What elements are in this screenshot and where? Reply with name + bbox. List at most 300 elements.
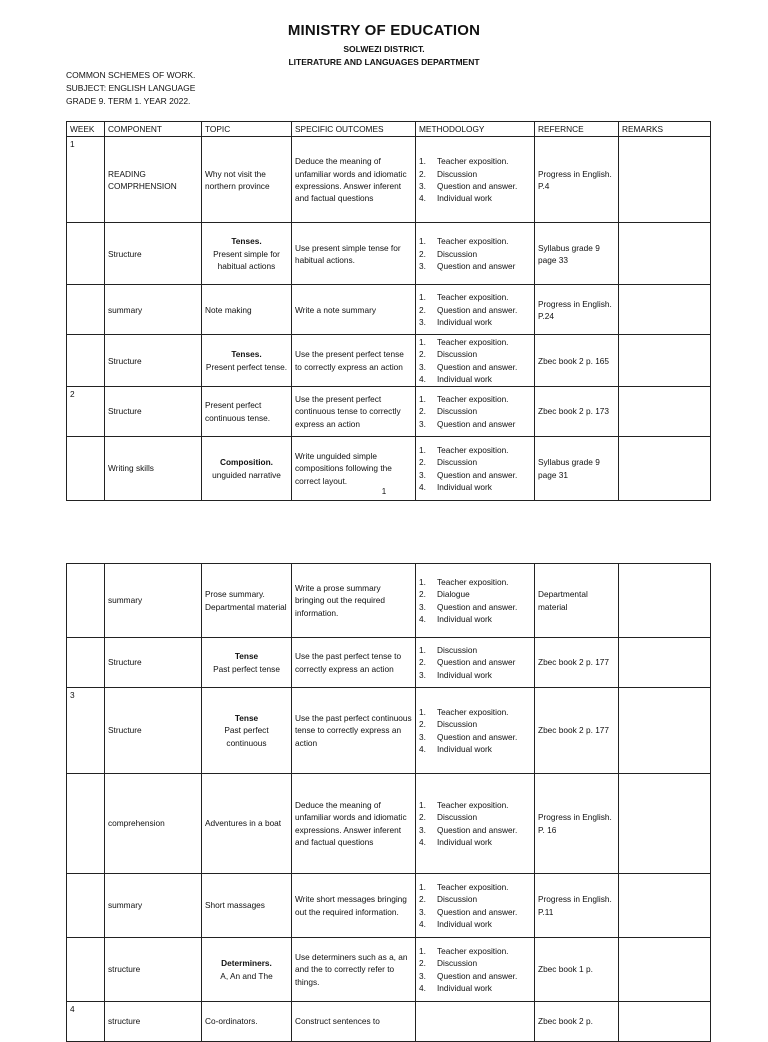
topic-text: Note making [205, 304, 252, 315]
methodology-text: Individual work [437, 192, 492, 203]
methodology-item [419, 811, 531, 823]
reference-text: Zbec book 1 p. [538, 964, 593, 975]
outcome-cell [292, 774, 416, 874]
week-cell [67, 1002, 105, 1042]
methodology-text: Discussion [437, 406, 478, 417]
subject-line: SUBJECT: ENGLISH LANGUAGE [66, 83, 196, 93]
topic-text: unguided narrative [212, 469, 281, 480]
topic-cell [202, 223, 292, 285]
outcome-cell [292, 335, 416, 387]
reference-cell [535, 638, 619, 688]
outcome-text: Write short messages bringing out the required information. [295, 894, 407, 917]
reference-cell [535, 285, 619, 335]
methodology-text: Discussion [437, 349, 478, 360]
topic-cell [202, 688, 292, 774]
reference-cell [535, 223, 619, 285]
methodology-text: Discussion [437, 719, 478, 730]
outcome-text: Write unguided simple compositions following the correct layout. [295, 451, 392, 486]
week-cell [67, 774, 105, 874]
remarks-cell [619, 938, 711, 1002]
topic-cell [202, 285, 292, 335]
methodology-item [419, 718, 531, 730]
outcome-text: Construct sentences to [295, 1016, 380, 1027]
list-number: 1. [419, 882, 426, 893]
methodology-text: Question and answer. [437, 304, 518, 315]
methodology-text: Individual work [437, 613, 492, 624]
topic-text: Short massages [205, 900, 265, 911]
list-number: 4. [419, 373, 426, 384]
reference-cell [535, 874, 619, 938]
methodology-text: Individual work [437, 373, 492, 384]
reference-text: Zbec book 2 p. 177 [538, 657, 610, 668]
methodology-text: Discussion [437, 645, 478, 656]
list-number: 4. [419, 613, 426, 624]
methodology-item [419, 248, 531, 260]
week-cell [67, 938, 105, 1002]
methodology-item [419, 656, 531, 668]
outcome-text: Use the past perfect continuous tense to correctly express an action [295, 713, 412, 748]
table-row [67, 688, 711, 774]
list-number: 3. [419, 180, 426, 191]
reference-cell [535, 1002, 619, 1042]
list-number: 4. [419, 836, 426, 847]
methodology-text: Discussion [437, 248, 478, 259]
component-text: comprehension [108, 818, 165, 829]
methodology-item [419, 180, 531, 192]
list-number: 2. [419, 168, 426, 179]
methodology-text: Teacher exposition. [437, 394, 509, 405]
methodology-text: Question and answer. [437, 824, 518, 835]
list-number: 3. [419, 316, 426, 327]
list-number: 2. [419, 349, 426, 360]
outcome-cell [292, 874, 416, 938]
methodology-item [419, 444, 531, 456]
methodology-list [419, 576, 531, 625]
list-number: 2. [419, 894, 426, 905]
methodology-cell [416, 223, 535, 285]
methodology-item [419, 393, 531, 405]
list-number: 3. [419, 260, 426, 271]
component-text: structure [108, 1016, 141, 1027]
list-number: 4. [419, 743, 426, 754]
methodology-text: Teacher exposition. [437, 445, 509, 456]
week-number: 1 [70, 139, 75, 150]
component-cell [105, 137, 202, 223]
week-cell [67, 688, 105, 774]
list-number: 2. [419, 719, 426, 730]
list-number: 1. [419, 236, 426, 247]
methodology-item [419, 405, 531, 417]
reference-text: Progress in English. P.24 [538, 298, 612, 321]
reference-text: Syllabus grade 9 page 33 [538, 242, 600, 265]
topic-cell [202, 335, 292, 387]
methodology-list [419, 291, 531, 328]
methodology-item [419, 613, 531, 625]
component-text: Structure [108, 657, 142, 668]
methodology-cell [416, 335, 535, 387]
methodology-text: Discussion [437, 457, 478, 468]
methodology-item [419, 824, 531, 836]
methodology-text: Dialogue [437, 589, 470, 600]
topic-text: Adventures in a boat [205, 818, 282, 829]
list-number: 1. [419, 337, 426, 348]
methodology-item [419, 644, 531, 656]
table-row [67, 223, 711, 285]
list-number: 1. [419, 394, 426, 405]
week-cell [67, 223, 105, 285]
reference-text: Progress in English. P. 16 [538, 812, 612, 835]
list-number: 1. [419, 946, 426, 957]
table-row [67, 564, 711, 638]
methodology-item [419, 743, 531, 755]
methodology-text: Individual work [437, 743, 492, 754]
methodology-item [419, 469, 531, 481]
component-cell [105, 223, 202, 285]
methodology-text: Individual work [437, 669, 492, 680]
methodology-text: Question and answer. [437, 361, 518, 372]
methodology-item [419, 706, 531, 718]
methodology-item [419, 456, 531, 468]
methodology-text: Individual work [437, 316, 492, 327]
methodology-item [419, 260, 531, 272]
component-cell [105, 938, 202, 1002]
methodology-item [419, 601, 531, 613]
methodology-list [419, 336, 531, 385]
methodology-list [419, 393, 531, 430]
list-number: 4. [419, 918, 426, 929]
methodology-item [419, 669, 531, 681]
outcome-text: Use determiners such as a, an and the to correctly refer to things. [295, 952, 408, 987]
topic-cell [202, 938, 292, 1002]
methodology-text: Question and answer. [437, 731, 518, 742]
ministry-title: MINISTRY OF EDUCATION [287, 22, 481, 39]
methodology-cell [416, 688, 535, 774]
methodology-item [419, 316, 531, 328]
methodology-cell [416, 564, 535, 638]
week-cell [67, 874, 105, 938]
methodology-text: Teacher exposition. [437, 577, 509, 588]
methodology-list [419, 644, 531, 681]
methodology-item [419, 799, 531, 811]
column-header: SPECIFIC OUTCOMES [292, 122, 416, 137]
list-number: 3. [419, 361, 426, 372]
week-cell [67, 137, 105, 223]
topic-cell [202, 774, 292, 874]
methodology-text: Question and answer. [437, 970, 518, 981]
methodology-item [419, 970, 531, 982]
methodology-item [419, 945, 531, 957]
topic-cell [202, 638, 292, 688]
component-text: Structure [108, 355, 142, 366]
methodology-list [419, 945, 531, 994]
list-number: 3. [419, 469, 426, 480]
methodology-list [419, 799, 531, 848]
list-number: 4. [419, 982, 426, 993]
table-row [67, 137, 711, 223]
methodology-text: Teacher exposition. [437, 236, 509, 247]
methodology-item [419, 291, 531, 303]
methodology-item [419, 155, 531, 167]
topic-text: Past perfect continuous [224, 725, 269, 748]
methodology-cell [416, 874, 535, 938]
remarks-cell [619, 564, 711, 638]
list-number: 2. [419, 406, 426, 417]
table-header-row [67, 122, 711, 137]
methodology-item [419, 982, 531, 994]
column-header: REMARKS [619, 122, 711, 137]
component-cell [105, 564, 202, 638]
list-number: 2. [419, 589, 426, 600]
methodology-list [419, 881, 531, 930]
methodology-text: Teacher exposition. [437, 337, 509, 348]
topic-heading: Tense [234, 713, 259, 724]
list-number: 3. [419, 906, 426, 917]
component-text: Writing skills [108, 463, 154, 474]
reference-text: Syllabus grade 9 page 31 [538, 457, 600, 480]
methodology-item [419, 336, 531, 348]
week-cell [67, 335, 105, 387]
column-header: WEEK [67, 122, 105, 137]
outcome-text: Write a note summary [295, 304, 376, 315]
list-number: 2. [419, 812, 426, 823]
page-number: 1 [381, 487, 387, 496]
reference-cell [535, 387, 619, 437]
week-cell [67, 387, 105, 437]
scheme-table-page-1 [66, 121, 711, 501]
outcome-text: Write a prose summary bringing out the required information. [295, 583, 385, 618]
methodology-text: Question and answer. [437, 601, 518, 612]
outcome-text: Use the present perfect continuous tense to correctly express an action [295, 394, 401, 429]
methodology-item [419, 893, 531, 905]
list-number: 1. [419, 645, 426, 656]
list-number: 3. [419, 669, 426, 680]
methodology-item [419, 576, 531, 588]
reference-text: Progress in English. P.11 [538, 894, 612, 917]
methodology-list [419, 235, 531, 272]
methodology-item [419, 906, 531, 918]
remarks-cell [619, 335, 711, 387]
topic-cell [202, 564, 292, 638]
methodology-item [419, 836, 531, 848]
methodology-text: Individual work [437, 836, 492, 847]
methodology-text: Discussion [437, 894, 478, 905]
component-text: Structure [108, 248, 142, 259]
list-number: 3. [419, 824, 426, 835]
methodology-text: Teacher exposition. [437, 156, 509, 167]
methodology-text: Question and answer. [437, 180, 518, 191]
methodology-text: Teacher exposition. [437, 292, 509, 303]
component-text: summary [108, 304, 143, 315]
reference-text: Departmental material [538, 589, 588, 612]
remarks-cell [619, 1002, 711, 1042]
methodology-text: Individual work [437, 982, 492, 993]
reference-cell [535, 564, 619, 638]
methodology-item [419, 235, 531, 247]
component-cell [105, 874, 202, 938]
component-cell [105, 335, 202, 387]
methodology-item [419, 304, 531, 316]
reference-cell [535, 137, 619, 223]
methodology-cell [416, 387, 535, 437]
list-number: 2. [419, 657, 426, 668]
topic-heading: Composition. [219, 457, 273, 468]
methodology-list [419, 155, 531, 204]
component-text: Structure [108, 725, 142, 736]
outcome-cell [292, 137, 416, 223]
topic-text: Present perfect continuous tense. [205, 400, 271, 423]
table-row [67, 774, 711, 874]
methodology-text: Question and answer [437, 418, 516, 429]
list-number: 1. [419, 800, 426, 811]
scheme-table-page-2 [66, 563, 711, 1042]
methodology-item [419, 881, 531, 893]
table-row [67, 638, 711, 688]
methodology-item [419, 168, 531, 180]
component-cell [105, 774, 202, 874]
topic-heading: Tenses. [231, 349, 262, 360]
methodology-text: Individual work [437, 481, 492, 492]
list-number: 4. [419, 192, 426, 203]
column-header: METHODOLOGY [416, 122, 535, 137]
methodology-item [419, 373, 531, 385]
methodology-cell [416, 774, 535, 874]
methodology-cell [416, 1002, 535, 1042]
remarks-cell [619, 688, 711, 774]
reference-text: Progress in English. P.4 [538, 168, 612, 191]
reference-cell [535, 774, 619, 874]
list-number: 1. [419, 292, 426, 303]
week-number: 4 [70, 1004, 75, 1014]
table-row [67, 1002, 711, 1042]
methodology-cell [416, 137, 535, 223]
list-number: 1. [419, 577, 426, 588]
outcome-cell [292, 638, 416, 688]
topic-heading: Determiners. [221, 958, 272, 969]
methodology-cell [416, 285, 535, 335]
list-number: 3. [419, 970, 426, 981]
list-number: 3. [419, 601, 426, 612]
outcome-cell [292, 285, 416, 335]
topic-text: A, An and The [220, 970, 273, 981]
methodology-text: Individual work [437, 918, 492, 929]
methodology-text: Teacher exposition. [437, 707, 509, 718]
methodology-item [419, 588, 531, 600]
methodology-text: Question and answer [437, 657, 516, 668]
week-number: 2 [70, 389, 75, 400]
component-cell [105, 688, 202, 774]
table-row [67, 335, 711, 387]
topic-heading: Tense [234, 651, 259, 662]
list-number: 2. [419, 457, 426, 468]
outcome-cell [292, 938, 416, 1002]
outcome-text: Deduce the meaning of unfamiliar words and idiomatic expressions. Answer inferent and factual questions [295, 800, 407, 847]
remarks-cell [619, 137, 711, 223]
outcome-cell [292, 223, 416, 285]
list-number: 2. [419, 304, 426, 315]
outcome-text: Deduce the meaning of unfamiliar words and idiomatic expressions. Answer inferent and factual questions [295, 156, 407, 203]
methodology-text: Discussion [437, 812, 478, 823]
methodology-text: Teacher exposition. [437, 946, 509, 957]
methodology-item [419, 348, 531, 360]
component-text: READING COMPRHENSION [108, 168, 177, 191]
reference-text: Zbec book 2 p. 173 [538, 406, 610, 417]
topic-text: Why not visit the northern province [205, 168, 270, 191]
column-header: REFERNCE [535, 122, 619, 137]
methodology-cell [416, 638, 535, 688]
list-number: 4. [419, 481, 426, 492]
column-header: COMPONENT [105, 122, 202, 137]
reference-cell [535, 938, 619, 1002]
topic-cell [202, 1002, 292, 1042]
list-number: 2. [419, 958, 426, 969]
topic-heading: Tenses. [231, 236, 262, 247]
methodology-list [419, 706, 531, 755]
department-title: LITERATURE AND LANGUAGES DEPARTMENT [288, 57, 480, 67]
topic-cell [202, 137, 292, 223]
methodology-text: Teacher exposition. [437, 882, 509, 893]
methodology-item [419, 361, 531, 373]
scheme-line: COMMON SCHEMES OF WORK. [66, 70, 196, 80]
week-cell [67, 638, 105, 688]
outcome-cell [292, 564, 416, 638]
component-text: summary [108, 595, 143, 606]
component-cell [105, 638, 202, 688]
remarks-cell [619, 387, 711, 437]
list-number: 2. [419, 248, 426, 259]
outcome-cell [292, 1002, 416, 1042]
list-number: 1. [419, 445, 426, 456]
outcome-cell [292, 387, 416, 437]
reference-text: Zbec book 2 p. 177 [538, 725, 610, 736]
methodology-item [419, 192, 531, 204]
list-number: 1. [419, 707, 426, 718]
outcome-cell [292, 688, 416, 774]
methodology-text: Question and answer [437, 260, 516, 271]
reference-cell [535, 335, 619, 387]
remarks-cell [619, 638, 711, 688]
remarks-cell [619, 285, 711, 335]
topic-text: Present simple for habitual actions [213, 248, 280, 271]
remarks-cell [619, 774, 711, 874]
list-number: 3. [419, 418, 426, 429]
table-row [67, 938, 711, 1002]
column-header: TOPIC [202, 122, 292, 137]
topic-cell [202, 874, 292, 938]
table-row [67, 387, 711, 437]
topic-text: Past perfect tense [213, 663, 280, 674]
methodology-text: Question and answer. [437, 906, 518, 917]
list-number: 1. [419, 156, 426, 167]
component-cell [105, 1002, 202, 1042]
table-row [67, 874, 711, 938]
methodology-cell [416, 938, 535, 1002]
remarks-cell [619, 223, 711, 285]
topic-cell [202, 387, 292, 437]
outcome-text: Use the past perfect tense to correctly express an action [295, 651, 402, 674]
week-cell [67, 285, 105, 335]
methodology-item [419, 957, 531, 969]
reference-text: Zbec book 2 p. 165 [538, 355, 610, 366]
methodology-item [419, 731, 531, 743]
methodology-text: Teacher exposition. [437, 800, 509, 811]
methodology-text: Discussion [437, 168, 478, 179]
component-cell [105, 285, 202, 335]
topic-text: Co-ordinators. [205, 1016, 258, 1027]
topic-text: Present perfect tense. [205, 361, 288, 372]
district-title: SOLWEZI DISTRICT. [343, 44, 425, 54]
week-number: 3 [70, 690, 75, 700]
methodology-text: Discussion [437, 958, 478, 969]
